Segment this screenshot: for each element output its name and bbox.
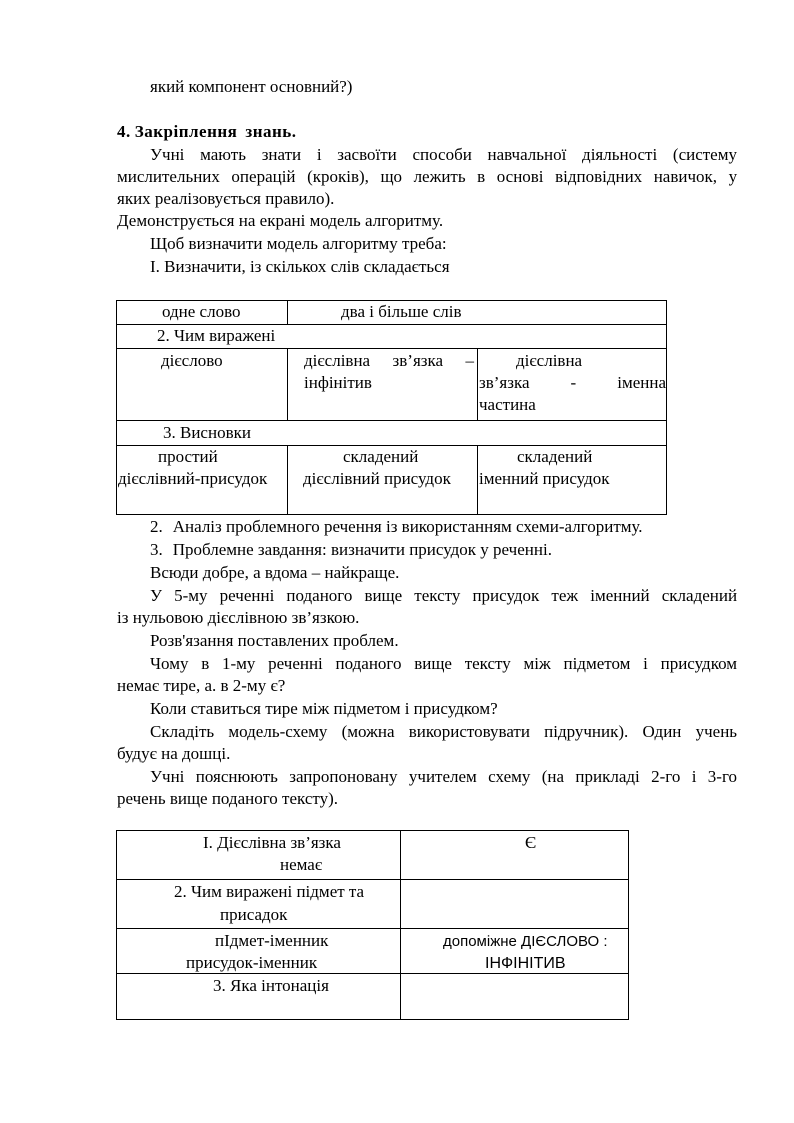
word: теж: [551, 586, 579, 605]
word: Чому: [150, 654, 189, 673]
word: підметом: [563, 654, 631, 673]
word: реченні: [219, 586, 275, 605]
cell-simple-line2: дієслівний-присудок: [118, 469, 268, 488]
item3-text: Проблемне завдання: визначити присудок у реченні.: [172, 540, 552, 559]
word: Один: [642, 722, 682, 741]
word: складений: [661, 586, 738, 605]
t2-aux-verb: допоміжне ДІЄСЛОВО :: [443, 933, 608, 950]
word: прикладі: [575, 767, 640, 786]
cell-what-expressed: 2. Чим виражені: [157, 326, 276, 345]
word: тексту: [414, 586, 461, 605]
cell-two-more-words: два і більше слів: [341, 302, 462, 321]
word: реченні: [268, 654, 323, 673]
word: поданого: [335, 654, 402, 673]
cell-nominal-line2: [479, 372, 666, 394]
cell-verbal-link-line2: інфінітив: [304, 373, 372, 392]
word: що: [380, 167, 403, 186]
question2: Коли ставиться тире між підметом і присудком?: [150, 699, 498, 718]
word: (на: [541, 767, 565, 786]
t2-predicate-noun: присудок-іменник: [186, 953, 318, 972]
word: іменний: [590, 586, 650, 605]
t2-expressed-line1: 2. Чим виражені підмет та: [174, 882, 365, 901]
example-sentence: Всюди добре, а вдома – найкраще.: [150, 563, 400, 582]
word: схему: [488, 767, 531, 786]
word: використовувати: [408, 722, 530, 741]
word: навичок,: [653, 167, 718, 186]
t2-link-line2: немає: [280, 855, 323, 874]
model-line: Щоб визначити модель алгоритму треба:: [150, 234, 447, 253]
word: пояснюють: [195, 767, 278, 786]
dash-rule-table: [116, 830, 629, 1020]
word: модель-схему: [228, 722, 328, 741]
word: способи: [412, 145, 472, 164]
word: зв’язка –: [392, 351, 474, 370]
t2-yes: Є: [525, 833, 537, 852]
para5-line1: [150, 585, 737, 607]
word: в: [201, 654, 210, 673]
step1-line: І. Визначити, із скількох слів складається: [150, 257, 450, 276]
cell-nominal-line1: дієслівна: [516, 351, 583, 370]
paragraph1-line2: [117, 166, 737, 188]
word: підручник).: [544, 722, 629, 741]
word: засвоїти: [337, 145, 397, 164]
word: лежить: [413, 167, 466, 186]
cell-nominal-line3: частина: [479, 395, 536, 414]
word: учителем: [408, 767, 477, 786]
word: учень: [695, 722, 738, 741]
word: діяльності: [582, 145, 658, 164]
solution-line: Розв'язання поставлених проблем.: [150, 631, 399, 650]
word: тексту: [464, 654, 511, 673]
word: Учні: [150, 767, 185, 786]
question1-line1: [150, 653, 737, 675]
word: (можна: [341, 722, 395, 741]
paragraph1-line3: яких реалізовується правило).: [117, 189, 335, 208]
word: (систему: [672, 145, 737, 164]
item3-number: 3.: [150, 540, 163, 559]
word: в: [477, 167, 486, 186]
explain-line1: [150, 766, 737, 788]
word: знати: [261, 145, 302, 164]
t2-intonation: 3. Яка інтонація: [213, 976, 329, 995]
word: дієслівна: [304, 351, 371, 370]
intro-line: який компонент основний?): [150, 77, 353, 96]
cell-compound-verbal-line1: складений: [343, 447, 419, 466]
cell-compound-nominal-line1: складений: [517, 447, 593, 466]
word: 1-му: [221, 654, 256, 673]
word: навчальної: [487, 145, 567, 164]
cell-conclusions: 3. Висновки: [163, 423, 251, 442]
word: операцій: [231, 167, 296, 186]
word: Складіть: [150, 722, 215, 741]
cell-one-word: одне слово: [162, 302, 241, 321]
item3: [150, 539, 552, 561]
section-title-b: знань.: [245, 122, 297, 141]
word: присудок: [472, 586, 540, 605]
word: основі: [496, 167, 544, 186]
word: 5-му: [174, 586, 208, 605]
word: і: [643, 654, 648, 673]
word: відповідних: [555, 167, 643, 186]
word: У: [150, 586, 163, 605]
cell-simple-line1: простий: [158, 447, 218, 466]
t2-infinitive: ІНФІНІТИВ: [485, 955, 566, 972]
section-heading: [117, 121, 297, 143]
word: поданого: [286, 586, 353, 605]
word: вище: [364, 586, 403, 605]
item2: [150, 516, 643, 538]
task-line2: будує на дошці.: [117, 744, 231, 763]
word: між: [523, 654, 551, 673]
t2-subject-noun: пІдмет-іменник: [215, 931, 329, 950]
para5-line2: із нульовою дієслівною зв’язкою.: [117, 608, 360, 627]
section-number: 4.: [117, 122, 131, 141]
word: у: [728, 167, 738, 186]
question1-line2: немає тире, а. в 2-му є?: [117, 676, 286, 695]
cell-verbal-link-line1: [304, 350, 474, 372]
cell-verb: дієслово: [161, 351, 223, 370]
word: (кроків),: [307, 167, 369, 186]
explain-line2: речень вище поданого тексту).: [117, 789, 338, 808]
item2-number: 2.: [150, 517, 163, 536]
word: -: [570, 373, 577, 392]
word: вище: [414, 654, 452, 673]
demo-line: Демонструється на екрані модель алгоритму.: [117, 211, 444, 230]
word: мають: [200, 145, 246, 164]
section-title-a: Закріплення: [134, 122, 238, 141]
word: запропоновану: [289, 767, 398, 786]
word: іменна: [617, 373, 667, 392]
word: мислительних: [117, 167, 220, 186]
cell-compound-verbal-line2: дієслівний присудок: [303, 469, 451, 488]
word: Учні: [150, 145, 185, 164]
word: присудком: [660, 654, 738, 673]
word: 3-го: [707, 767, 738, 786]
t2-expressed-line2: присадок: [220, 905, 288, 924]
word: 2-го: [651, 767, 681, 786]
algorithm-table: [116, 300, 667, 515]
item2-text: Аналіз проблемного речення із використанням схеми-алгоритму.: [172, 517, 643, 536]
word: зв’язка: [479, 373, 530, 392]
word: і: [691, 767, 697, 786]
word: і: [316, 145, 322, 164]
t2-link-line1: І. Дієслівна зв’язка: [203, 833, 341, 852]
task-line1: [150, 721, 737, 743]
paragraph1-line1: [150, 144, 737, 166]
cell-compound-nominal-line2: іменний присудок: [479, 469, 610, 488]
